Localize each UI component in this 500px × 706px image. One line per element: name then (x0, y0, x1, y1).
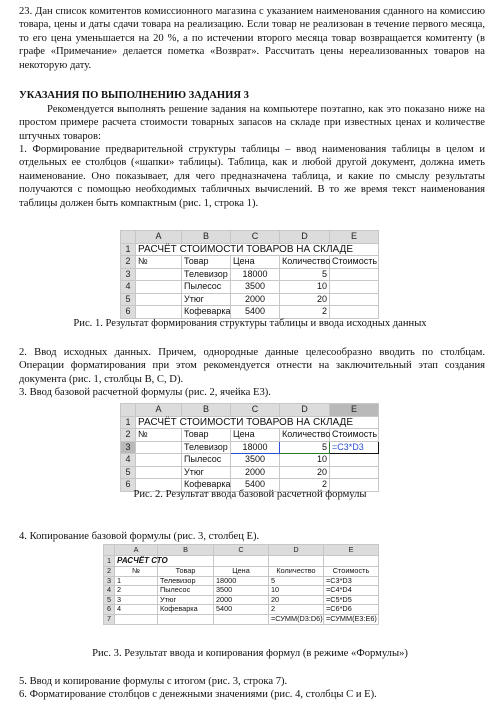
intro-paragraph: 23. Дан список комитентов комиссионного магазина с указанием наименования сданного на комиссию товара, цены и даты сдачи товара на реализацию. Если товар не реализован в течение первого месяца, то его цена уменьшается на 20 %, а по истечении второго месяца товар возвращается комитенту (в графе «Примечание» делается пометка «Возврат». Рассчитать цены нереализованных товаров на некоторую дату. (19, 6, 485, 71)
quantity-cell-referenced: 5 (280, 441, 330, 454)
price-cell: 2000 (231, 293, 280, 306)
row-number: 2 (121, 256, 136, 269)
formula-cell: =C5*D5 (324, 595, 379, 605)
row-number: 5 (121, 293, 136, 306)
figure1-spreadsheet (120, 230, 379, 319)
price-cell: 5400 (231, 306, 280, 319)
product-cell: Кофеварка (182, 306, 231, 319)
corner-cell (121, 231, 136, 244)
row-number: 1 (121, 243, 136, 256)
section-heading: УКАЗАНИЯ ПО ВЫПОЛНЕНИЮ ЗАДАНИЯ 3 (19, 90, 249, 101)
col-header-d: D (280, 231, 330, 244)
header-product: Товар (182, 256, 231, 269)
formula-cell: =C3*D3 (324, 576, 379, 586)
col-header-c: C (231, 231, 280, 244)
header-quantity: Количество (280, 256, 330, 269)
step1-paragraph: 1. Формирование предварительной структуры таблицы – ввод наименования таблицы в целом и отдельных ее столбцов («шапки» таблицы). Таблица, как и любой другой документ, должна иметь наименование. Оно показывает, для чего предназначена таблица, и какие по смыслу результаты получаются с помощью необходимых табличных вычислений. В то же время текст наименования таблицы должен быть компактным (рис. 1, строка 1). (19, 144, 485, 209)
price-cell: 3500 (231, 281, 280, 294)
quantity-cell: 5 (280, 268, 330, 281)
price-cell: 18000 (231, 268, 280, 281)
col-header-b: B (182, 231, 231, 244)
sheet-title: РАСЧЁТ СТОИМОСТИ ТОВАРОВ НА СКЛАДЕ (136, 416, 379, 429)
figure2-caption: Рис. 2. Результат ввода базовой расчетной формулы (133, 489, 367, 500)
formula-cell: =C4*D4 (324, 586, 379, 596)
figure3-spreadsheet: A B C D E 1 РАСЧЁТ СТО 2 № Товар Цена Количество Стоимость 3 1 Телевизор 18000 5 =C3*D3 4 2 Пылесос 3500 10 =C4*D4 5 3 Утюг 2000 20 =C5*D5 6 4 Кофеварка 5400 2 =C6*D6 7 =СУММ(D3:D6) =СУММ(E3:E6) (103, 544, 379, 625)
row-number: 4 (121, 281, 136, 294)
quantity-cell: 10 (280, 281, 330, 294)
header-cost: Стоимость (330, 256, 379, 269)
sheet-title: РАСЧЁТ СТОИМОСТИ ТОВАРОВ НА СКЛАДЕ (136, 243, 379, 256)
sheet-title-truncated: РАСЧЁТ СТО (115, 556, 158, 567)
product-cell: Пылесос (182, 281, 231, 294)
figure1-caption: Рис. 1. Результат формирования структуры таблицы и ввода исходных данных (73, 318, 427, 329)
row-number: 3 (121, 268, 136, 281)
active-formula-cell[interactable]: =C3*D3 (330, 441, 379, 454)
product-cell: Утюг (182, 293, 231, 306)
step5-paragraph: 5. Ввод и копирование формулы с итогом (рис. 3, строка 7). (19, 676, 288, 687)
step2-paragraph: 2. Ввод исходных данных. Причем, однородные данные целесообразно вводить по столбцам. Операции форматирования при этом рекомендуется отнести на заключительный этап создания документа (рис. 1, столбцы B, C, D). (19, 347, 485, 385)
quantity-cell: 20 (280, 293, 330, 306)
figure2-spreadsheet: A B C D E 1 РАСЧЁТ СТОИМОСТИ ТОВАРОВ НА СКЛАДЕ 2 № Товар Цена Количество Стоимость 3 Телевизор 18000 5 =C3*D3 4 Пылесос 3500 10 5 Утюг 2000 20 6 Кофеварка 5400 2 (120, 403, 379, 492)
header-number: № (136, 256, 182, 269)
quantity-cell: 2 (280, 306, 330, 319)
recommend-paragraph: Рекомендуется выполнять решение задания на компьютере поэтапно, как это показано ниже на простом примере расчета стоимости товарных запасов на складе при известных ценах и количестве штучных товаров: (19, 104, 485, 142)
header-price: Цена (231, 256, 280, 269)
step6-paragraph: 6. Форматирование столбцов с денежными значениями (рис. 4, столбцы С и Е). (19, 689, 377, 700)
price-cell-referenced: 18000 (231, 441, 280, 454)
col-header-e: E (330, 231, 379, 244)
row-number: 6 (121, 306, 136, 319)
step4-paragraph: 4. Копирование базовой формулы (рис. 3, столбец E). (19, 531, 260, 542)
sum-formula-cost: =СУММ(E3:E6) (324, 614, 379, 624)
sum-formula-quantity: =СУММ(D3:D6) (269, 614, 324, 624)
col-header-a: A (136, 231, 182, 244)
product-cell: Телевизор (182, 268, 231, 281)
step3-paragraph: 3. Ввод базовой расчетной формулы (рис. 2, ячейка E3). (19, 387, 271, 398)
figure3-caption: Рис. 3. Результат ввода и копирования формул (в режиме «Формулы») (92, 648, 408, 659)
formula-cell: =C6*D6 (324, 605, 379, 615)
